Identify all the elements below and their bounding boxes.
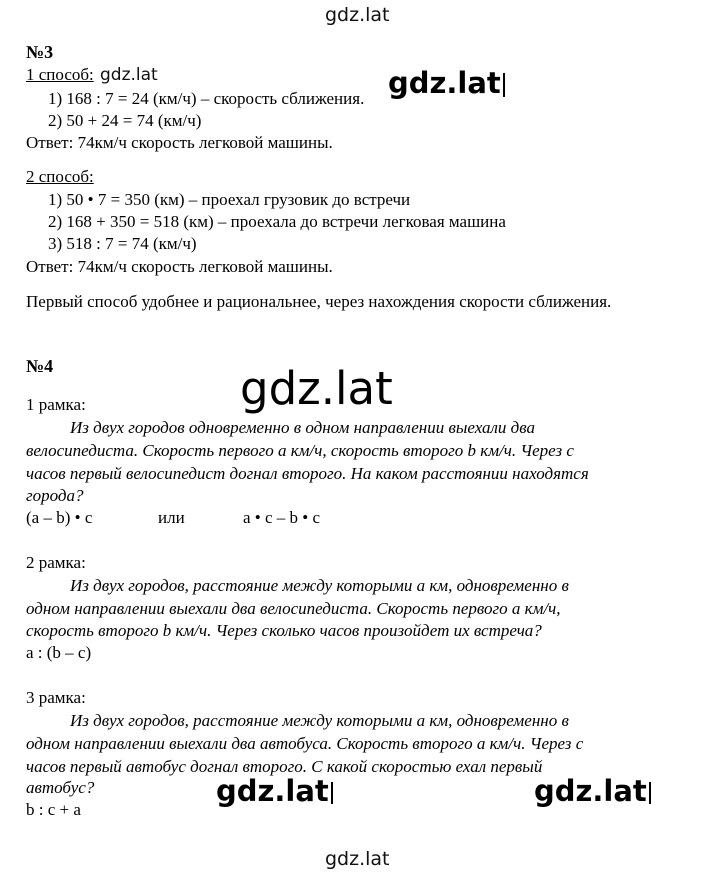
frame1-line-2: велосипедиста. Скорость первого а км/ч, скорость второго b км/ч. Через с xyxy=(26,441,574,460)
m2-line-2: 2) 168 + 350 = 518 (км) – проехала до встречи легковая машина xyxy=(48,212,506,231)
m1-line-2: 2) 50 + 24 = 74 (км/ч) xyxy=(48,111,202,130)
frame3-line-2: одном направлении выехали два автобуса. Скорость второго а км/ч. Через с xyxy=(26,734,584,753)
frame3-label: 3 рамка: xyxy=(26,688,86,707)
task4-number: №4 xyxy=(26,356,54,376)
watermark-top: gdz.lat xyxy=(325,4,390,26)
frame3-line-3: часов первый автобус догнал второго. С какой скоростью ехал первый xyxy=(26,757,543,776)
frame2-label: 2 рамка: xyxy=(26,553,86,572)
frame2-formula: a : (b – c) xyxy=(26,643,92,662)
method2-label: 2 способ: xyxy=(26,167,94,186)
watermark-bottom-left: gdz.lat xyxy=(216,774,333,808)
task3-method1-row xyxy=(26,64,158,86)
watermark-big-1: gdz.lat xyxy=(388,66,505,100)
frame2-line-3: скорость второго b км/ч. Через сколько часов произойдет их встреча? xyxy=(26,621,542,640)
frame1-formula-a: (a – b) • c xyxy=(26,508,93,527)
m1-line-1: 1) 168 : 7 = 24 (км/ч) – скорость сближения. xyxy=(48,89,365,108)
watermark-huge: gdz.lat xyxy=(240,362,393,415)
watermark-footer: gdz.lat xyxy=(325,848,390,870)
frame3-line-4: автобус? xyxy=(26,778,95,797)
watermark-inline: gdz.lat xyxy=(99,65,158,85)
method1-label: 1 способ: xyxy=(26,65,94,84)
frame1-formula-or: или xyxy=(158,508,185,527)
frame1-line-4: города? xyxy=(26,486,84,505)
frame1-line-1: Из двух городов одновременно в одном направлении выехали два xyxy=(70,418,536,437)
frame3-line-1: Из двух городов, расстояние между которыми а км, одновременно в xyxy=(70,711,569,730)
watermark-bottom-right: gdz.lat xyxy=(534,774,651,808)
answer-1: Ответ: 74км/ч скорость легковой машины. xyxy=(26,133,333,152)
frame2-line-2: одном направлении выехали два велосипедиста. Скорость первого а км/ч, xyxy=(26,599,561,618)
m2-line-1: 1) 50 • 7 = 350 (км) – проехал грузовик до встречи xyxy=(48,190,411,209)
answer-2: Ответ: 74км/ч скорость легковой машины. xyxy=(26,257,333,276)
frame3-formula: b : c + a xyxy=(26,800,81,819)
task3-number: №3 xyxy=(26,42,54,62)
m2-line-3: 3) 518 : 7 = 74 (км/ч) xyxy=(48,234,197,253)
frame1-formula-b: a • c – b • c xyxy=(243,508,321,527)
frame1-line-3: часов первый велосипедист догнал второго. На каком расстоянии находятся xyxy=(26,464,589,483)
frame2-line-1: Из двух городов, расстояние между которыми а км, одновременно в xyxy=(70,576,569,595)
frame1-label: 1 рамка: xyxy=(26,395,86,414)
conclusion: Первый способ удобнее и рациональнее, через нахождения скорости сближения. xyxy=(26,292,612,311)
